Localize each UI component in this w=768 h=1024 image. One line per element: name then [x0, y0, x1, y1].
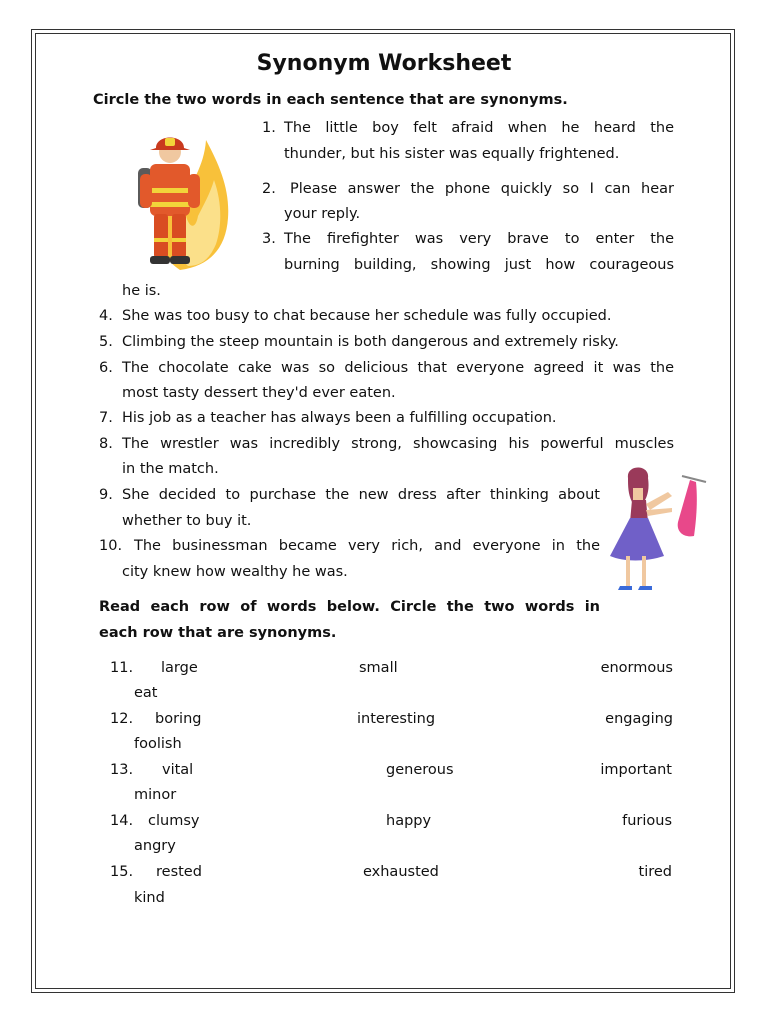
sentence-line: burning building, showing just how courageous — [284, 257, 674, 273]
row-word: minor — [134, 787, 177, 803]
row-word: kind — [134, 890, 165, 906]
sentence-line: She decided to purchase the new dress after thinking about — [122, 487, 600, 503]
sentence-line: The chocolate cake was so delicious that everyone agreed it was the — [122, 360, 674, 376]
sentence-line: Please answer the phone quickly so I can hear — [290, 181, 674, 197]
sentence-line: thunder, but his sister was equally frightened. — [284, 146, 620, 162]
row-word: happy — [386, 813, 432, 829]
row-number: 11. — [110, 660, 134, 676]
sentence-number: 5. — [99, 334, 113, 350]
sentence-number: 9. — [99, 487, 113, 503]
sentence-line: The firefighter was very brave to enter the — [284, 231, 674, 247]
row-word: large — [161, 660, 198, 676]
worksheet-title: Synonym Worksheet — [256, 51, 512, 76]
row-word: clumsy — [148, 813, 200, 829]
sentence-number: 10. — [99, 538, 123, 554]
sentence-line: most tasty dessert they'd ever eaten. — [122, 385, 396, 401]
sentence-number: 7. — [99, 410, 113, 426]
row-number: 14. — [110, 813, 134, 829]
row-word: enormous — [600, 660, 673, 676]
sentence-line: in the match. — [122, 461, 219, 477]
sentence-number: 2. — [262, 181, 276, 197]
instructions-sentences: Circle the two words in each sentence that are synonyms. — [93, 92, 568, 108]
sentence-number: 4. — [99, 308, 113, 324]
row-word: vital — [162, 762, 194, 778]
sentence-line: The wrestler was incredibly strong, showcasing his powerful muscles — [122, 436, 674, 452]
row-word: small — [359, 660, 398, 676]
sentence-number: 8. — [99, 436, 113, 452]
row-number: 13. — [110, 762, 134, 778]
row-word: eat — [134, 685, 158, 701]
sentence-line: She was too busy to chat because her schedule was fully occupied. — [122, 308, 612, 324]
row-word: rested — [156, 864, 202, 880]
instructions-rows-line-1: Read each row of words below. Circle the two words in — [99, 599, 600, 615]
sentence-line: Climbing the steep mountain is both dangerous and extremely risky. — [122, 334, 619, 350]
sentence-line: His job as a teacher has always been a fulfilling occupation. — [122, 410, 557, 426]
row-word: engaging — [605, 711, 673, 727]
sentence-line: he is. — [122, 283, 161, 299]
row-word: interesting — [357, 711, 436, 727]
sentence-line: your reply. — [284, 206, 361, 222]
row-word: generous — [386, 762, 454, 778]
row-word: furious — [622, 813, 672, 829]
sentence-line: The little boy felt afraid when he heard the — [284, 120, 674, 136]
row-word: angry — [134, 838, 176, 854]
row-number: 15. — [110, 864, 134, 880]
sentence-line: The businessman became very rich, and everyone in the — [134, 538, 600, 554]
row-word: tired — [638, 864, 672, 880]
row-word: boring — [155, 711, 202, 727]
sentence-number: 3. — [262, 231, 276, 247]
woman-holding-dress-illustration — [606, 462, 710, 594]
sentence-line: city knew how wealthy he was. — [122, 564, 348, 580]
row-number: 12. — [110, 711, 134, 727]
firefighter-illustration — [110, 130, 238, 272]
instructions-rows-line-2: each row that are synonyms. — [99, 625, 337, 641]
sentence-number: 1. — [262, 120, 276, 136]
row-word: exhausted — [363, 864, 439, 880]
row-word: foolish — [134, 736, 182, 752]
sentence-line: whether to buy it. — [122, 513, 252, 529]
row-word: important — [600, 762, 672, 778]
sentence-number: 6. — [99, 360, 113, 376]
